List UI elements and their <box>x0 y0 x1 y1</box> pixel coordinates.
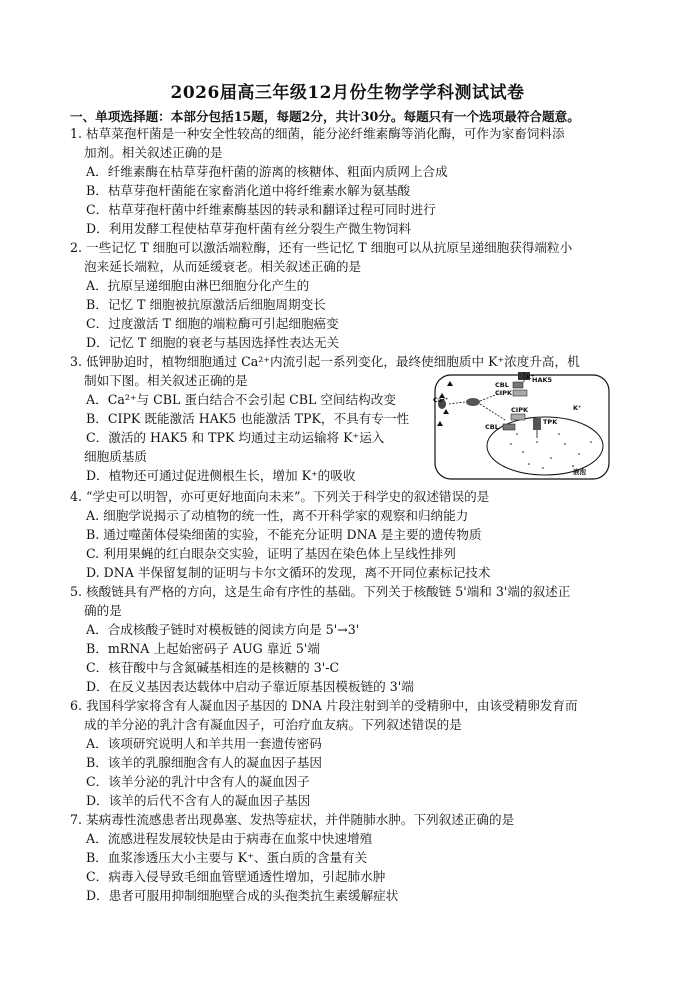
text-line: A．纤维素酶在枯草芽孢杆菌的游离的核糖体、粗面内质网上合成 <box>86 164 448 179</box>
text-line: D．在反义基因表达载体中启动子靠近原基因模板链的 3'端 <box>86 679 414 694</box>
text-line: A．Ca²⁺与 CBL 蛋白结合不会引起 CBL 空间结构改变 <box>86 392 396 407</box>
label-cbl-bottom: CBL <box>485 423 499 431</box>
text-line: D．利用发酵工程使枯草芽孢杆菌有丝分裂生产微生物饲料 <box>86 221 411 236</box>
text-line: 5. 核酸链具有严格的方向，这是生命有序性的基础。下列关于核酸链 5'端和 3'端的叙述正 <box>70 584 571 599</box>
text-line: 成的羊分泌的乳汁含有凝血因子，可治疗血友病。下列叙述错误的是 <box>84 717 462 732</box>
label-tpk: TPK <box>543 418 558 426</box>
text-line: B. 通过噬菌体侵染细菌的实验，不能充分证明 DNA 是主要的遗传物质 <box>86 527 482 542</box>
cbl-bottom-box <box>503 424 515 430</box>
text-line: C．激活的 HAK5 和 TPK 均通过主动运输将 K⁺运入 <box>86 430 385 445</box>
text-line: C. 利用果蝇的红白眼杂交实验，证明了基因在染色体上呈线性排列 <box>86 546 456 561</box>
label-cbl-top: CBL <box>495 381 509 389</box>
text-line: A．合成核酸子链时对模板链的阅读方向是 5'→3' <box>86 622 360 637</box>
exam-title: 2026届高三年级12月份生物学学科测试试卷 <box>170 83 525 103</box>
text-line: B．枯草芽孢杆菌能在家畜消化道中将纤维素水解为氨基酸 <box>86 183 411 198</box>
text-line: D. DNA 半保留复制的证明与卡尔文循环的发现，离不开同位素标记技术 <box>86 565 491 580</box>
label-k-side: K⁺ <box>573 404 582 412</box>
text-line: 加剂。相关叙述正确的是 <box>84 145 223 160</box>
label-vacuole: 液泡 <box>573 468 586 476</box>
text-line: C．病毒入侵导致毛细血管壁通透性增加，引起肺水肿 <box>86 869 386 884</box>
text-line: A．流感进程发展较快是由于病毒在血浆中快速增殖 <box>86 831 373 846</box>
text-line: D．记忆 T 细胞的衰老与基因选择性表达无关 <box>86 335 340 350</box>
text-line: 细胞质基质 <box>84 449 147 464</box>
label-cipk-top: CIPK <box>495 389 512 397</box>
label-ca: Ca²⁺ <box>433 396 449 404</box>
section-heading: 一、单项选择题：本部分包括15题，每题2分，共计30分。每题只有一个选项最符合题意。 <box>70 109 580 124</box>
text-line: 2. 一些记忆 T 细胞可以激活端粒酶，还有一些记忆 T 细胞可以从抗原呈递细胞获得端粒小 <box>70 240 573 255</box>
cbl-top-box <box>513 382 523 388</box>
text-line: 7. 某病毒性流感患者出现鼻塞、发热等症状，并伴随肺水肿。下列叙述正确的是 <box>70 812 515 827</box>
text-line: D．患者可服用抑制细胞壁合成的头孢类抗生素缓解症状 <box>86 888 399 903</box>
text-line: B．记忆 T 细胞被抗原激活后细胞周期变长 <box>86 297 326 312</box>
text-line: C．过度激活 T 细胞的端粒酶可引起细胞癌变 <box>86 316 339 331</box>
cipk-box <box>511 414 525 420</box>
question3-figure <box>433 372 613 482</box>
text-line: D．该羊的后代不含有人的凝血因子基因 <box>86 793 311 808</box>
text-line: C．核苷酸中与含氮碱基相连的是核糖的 3'-C <box>86 660 340 675</box>
text-line: 泡来延长端粒，从而延缓衰老。相关叙述正确的是 <box>84 259 362 274</box>
k-uptake-diagram <box>433 372 613 482</box>
text-line: B．CIPK 既能激活 HAK5 也能激活 TPK，不具有专一性 <box>86 411 410 426</box>
text-line: 1. 枯草菜孢杆菌是一种安全性较高的细菌，能分泌纤维素酶等消化酶，可作为家畜饲料添 <box>70 126 565 141</box>
label-haks5: HAK5 <box>532 376 553 384</box>
text-line: C．该羊分泌的乳汁中含有人的凝血因子 <box>86 774 310 789</box>
text-line: A. 细胞学说揭示了动植物的统一性，离不开科学家的观察和归纳能力 <box>86 508 469 523</box>
text-line: C．枯草芽孢杆菌中纤维素酶基因的转录和翻译过程可同时进行 <box>86 202 436 217</box>
text-line: 3. 低钾胁迫时，植物细胞通过 Ca²⁺内流引起一系列变化，最终使细胞质中 K⁺浓度升高，机 <box>70 354 580 369</box>
text-line: B．血浆渗透压大小主要与 K⁺、蛋白质的含量有关 <box>86 850 368 865</box>
tpk-channel <box>533 418 541 430</box>
text-line: D．植物还可通过促进侧根生长，增加 K⁺的吸收 <box>86 468 356 483</box>
vacuole-dots <box>510 433 592 469</box>
text-line: 4. “学史可以明智，亦可更好地面向未来”。下列关于科学史的叙述错误的是 <box>70 489 490 504</box>
text-line: 6. 我国科学家将含有人凝血因子基因的 DNA 片段注射到羊的受精卵中，由该受精卵发育而 <box>70 698 578 713</box>
text-line: 制如下图。相关叙述正确的是 <box>84 373 248 388</box>
cbl-cipk-complex <box>466 398 480 406</box>
text-line: 确的是 <box>84 603 122 618</box>
text-line: A．抗原呈递细胞由淋巴细胞分化产生的 <box>86 278 310 293</box>
text-line: B．该羊的乳腺细胞含有人的凝血因子基因 <box>86 755 322 770</box>
label-cipk: CIPK <box>511 406 528 414</box>
text-line: B．mRNA 上起始密码子 AUG 靠近 5'端 <box>86 641 320 656</box>
cipk-top-box <box>513 390 527 396</box>
label-k-top: K⁺ <box>526 373 535 381</box>
text-line: A．该项研究说明人和羊共用一套遗传密码 <box>86 736 322 751</box>
